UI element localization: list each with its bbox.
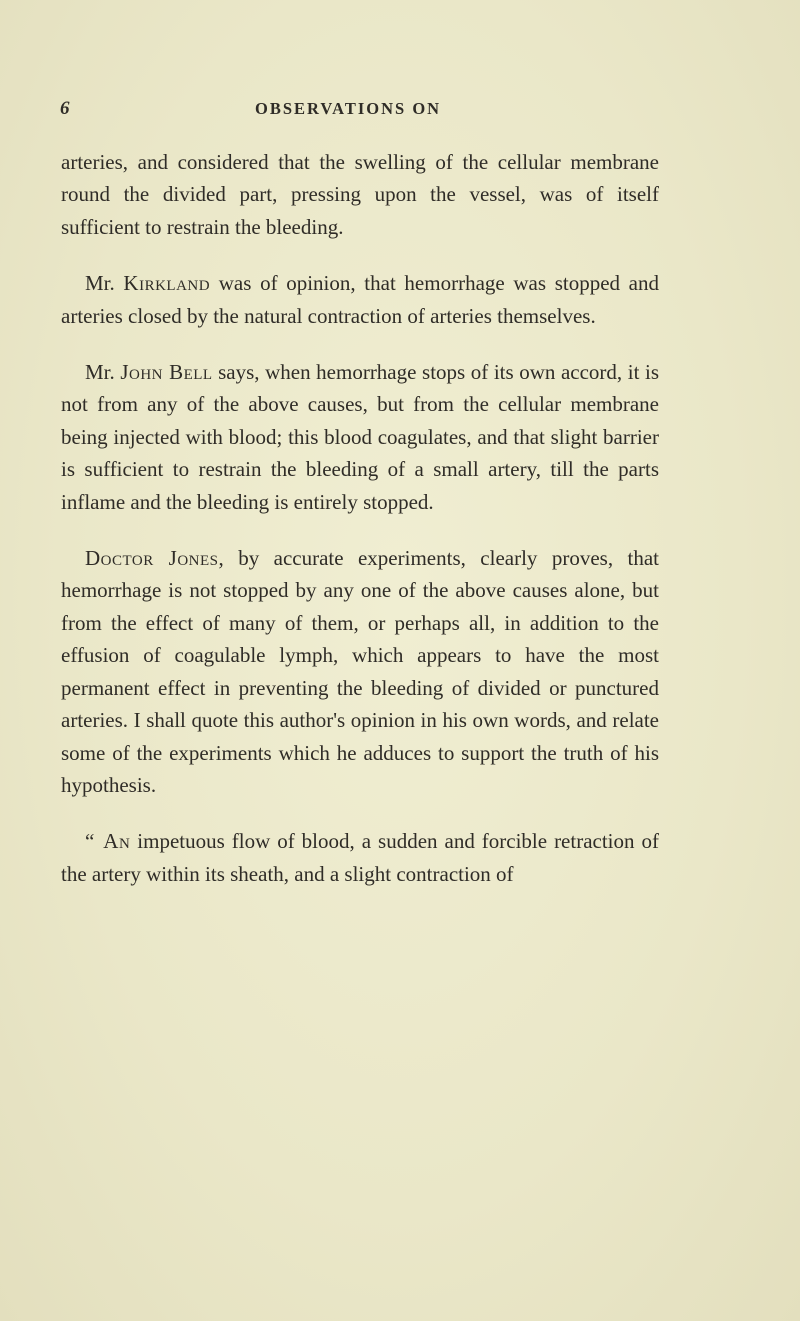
paragraph-2 (61, 267, 659, 332)
name-prefix: Mr. (85, 271, 124, 296)
paragraph-text: says, when hemorrhage stops of its own accord, it is not from any of the above causes, but from the cellular membrane being injected with blood; this blood coagulates, and that slight barrier is sufficient to restrain the bleeding of a small artery, till the parts inflame and the bleeding is entirely stopped. (61, 360, 659, 514)
paragraph-5-quotation (61, 825, 659, 890)
body-text (61, 146, 659, 890)
paragraph-3 (61, 356, 659, 518)
name-prefix: Mr. (85, 360, 121, 385)
paragraph-4 (61, 542, 659, 801)
opening-quote-mark: “ (85, 829, 104, 854)
page-header (60, 98, 660, 128)
person-name: John Bell (120, 360, 213, 385)
person-name: Doctor Jones (85, 546, 219, 571)
paragraph-text: , by accurate experiments, clearly proves, that hemorrhage is not stopped by any one of the above causes alone, but from the effect of many of them, or perhaps all, in addition to the effusion of coagulable lymph, which appears to have the most permanent effect in preventing the bleeding of divided or punctured arteries. I shall quote this author's opinion in his own words, and relate some of the experiments which he adduces to support the truth of his hypothesis. (61, 546, 660, 797)
paragraph-1 (61, 146, 659, 243)
quote-opening-word: An (103, 829, 131, 854)
paragraph-text: was of opinion, that hemorrhage was stopped and arteries closed by the natural contraction of arteries themselves. (61, 271, 659, 328)
paragraph-text: arteries, and considered that the swelling of the cellular membrane round the divided part, pressing upon the vessel, was of itself sufficient to restrain the bleeding. (61, 150, 659, 239)
person-name: Kirkland (123, 271, 211, 296)
running-head: OBSERVATIONS ON (255, 99, 442, 118)
paragraph-text: impetuous flow of blood, a sudden and forcible retraction of the artery within its sheath, and a slight contraction of (61, 829, 659, 886)
page-number: 6 (60, 98, 71, 119)
